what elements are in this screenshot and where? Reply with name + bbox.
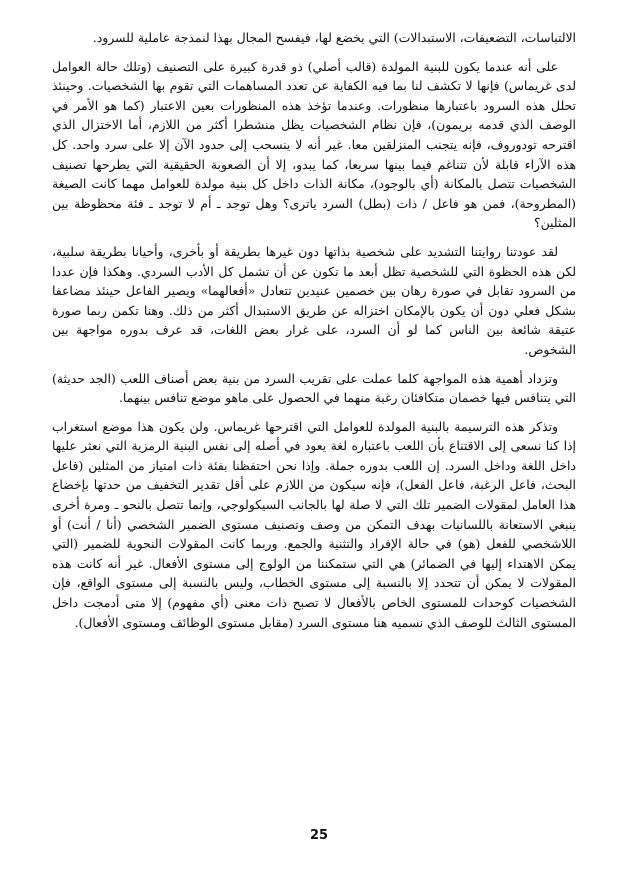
paragraph-1: الالتباسات، التضعيفات، الاستبدالات) التي يخضع لها، فيفسح المجال بهذا لنمذجة عاملية للسرود.	[92, 30, 576, 45]
paragraph-5: وتذكر هذه الترسيمة بالبنية المولدة للعوامل التي اقترحها غريماس. ولن يكون هذا موضع استغراب إذا كنا نسعى إلى الاقتناع بأن اللعب باعتباره لغة يعود في أصله إلى نفس البنية الرمزية التي نعثر عليها داخل اللغة وداخل السرد. إن اللعب بدوره جملة. وإذا نحن احتفظنا بفئة ذات امتياز من المثلين (فاعل البحث، فاعل الرغبة، فاعل الفعل)، فإنه سيكون من اللازم على أقل تقدير التخفيف من حدتها بإخضاع هذا العامل لمقولات الضمير تلك التي لا صلة لها بالجانب السيكولوجي، وإنما تتصل بالنحو ـ ومرة أخرى ينبغي الاستعانة باللسانيات بهدف التمكن من وصف وتصنيف مستوى الضمير الشخصي (أنا / أنت) أو اللاشخصي للفعل (هو) في حالة الإفراد والتثنية والجمع. وربما كانت المقولات النحوية للضمير (التي يمكن الاهتداء إليها في الضمائر) هي التي ستمكننا من الولوج إلى مستوى الأفعال. غير أنه كانت هذه المقولات لا يمكن أن تتحدد إلا بالنسبة إلى مستوى الخطاب، وليس بالنسبة إلى مستوى الواقع، فإن الشخصيات كوحدات للمستوى الخاص بالأفعال لا تصبح ذات معنى (أي مفهوم) إلا متى أدمجت داخل المستوى الثالث للوصف الذي نسميه هنا مستوى السرد (مقابل مستوى الوظائف ومستوى الأفعال).	[52, 418, 576, 630]
paragraph-2: على أنه عندما يكون للبنية المولدة (قالب أصلي) ذو قدرة كبيرة على التصنيف (وتلك حالة العوامل لدى غريماس) فإنها لا تكشف لنا بما فيه الكفاية عن تعدد المساهمات التي تقوم بها الشخصيات. وحينئذ تحلل هذه السرود باعتبارها منظورات. وعندما تؤخذ هذه المنظورات بعين الاعتبار (كما هو الأمر في الوصف الذي قدمه بريمون)، فإن نظام الشخصيات يظل منشطرا أكثر من اللازم، أما الاختزال الذي اقترحه تودوروف، فإنه يتجنب المنزلقين معا. غير أنه لا ينسحب إلى حدود الآن إلا على سرد واحد. كل هذه الآراء قابلة لأن تتناغم فيما بينها سريعا، كما يبدو، إلا أن الصعوبة الحقيقية التي يطرحها تصنيف الشخصيات تتصل بالمكانة (أي بالوجود)، مكانة الذات داخل كل بنية مولدة للعوامل مهما كانت الصيغة (المطروحة)، فمن هو فاعل / ذات (بطل) السرد ياترى؟ وهل توجد ـ أم لا توجد ـ فئة محظوظة بين المثلين؟	[52, 58, 576, 231]
page-number: 25	[309, 828, 329, 843]
paragraph-3: لقد عودتنا روايتنا التشديد على شخصية بذاتها دون غيرها بطريقة أو بأخرى، وأحيانا بطريقة سلبية، لكن هذه الحظوة التي للشخصية تظل أبعد ما تكون عن أن تشمل كل الأدب السردي. وهكذا فإن عددا من السرود تقابل في صورة رهان بين خصمين عنيدين تتعادل «أفعالهما» ويصير الفاعل حينئذ مضاعفا بشكل فعلي دون أن يكون بالإمكان اختزاله عن طريق الاستبدال أكثر من ذلك. وهنا تكمن ربما صورة عتيقة شائعة بين الناس كما لو أن السرد، على غرار بعض اللغات، قد عرف بدوره مواجهة بين الشخوص.	[52, 243, 576, 357]
paragraph-4: وتزداد أهمية هذه المواجهة كلما عملت على تقريب السرد من بنية بعض أصناف اللعب (الجد حديثة) التي يتنافس فيها خصمان متكافئان رغبة منهما في الحصول على ماهو موضع تنافس بينهما.	[52, 370, 576, 406]
